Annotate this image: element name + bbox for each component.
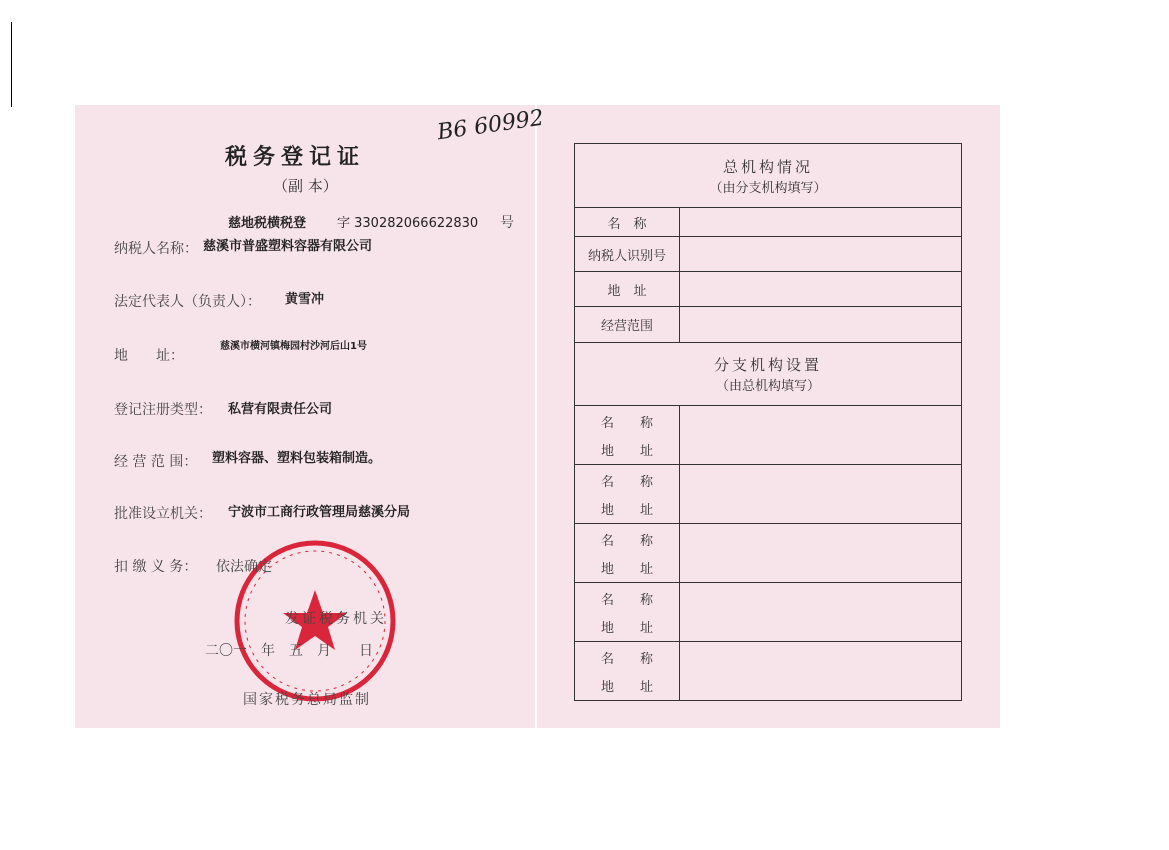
registration-suffix: 号: [500, 215, 514, 231]
branch-address-label: 地 址: [600, 502, 653, 518]
scan-edge-line: [11, 22, 12, 107]
branch-row: [575, 406, 962, 465]
business-scope-value: 塑料容器、塑料包装箱制造。: [212, 451, 382, 466]
branch-title: 分支机构设置: [713, 356, 822, 374]
branch-address-label: 地 址: [600, 561, 653, 577]
address-label: 地 址：: [114, 348, 184, 364]
branch-row: [575, 642, 962, 701]
hq-name-label: 名 称: [575, 208, 680, 237]
branch-value-cell: [680, 465, 962, 524]
hq-name-cell: [680, 208, 962, 237]
registration-prefix: 慈地税横税登: [228, 216, 307, 231]
branch-name-label: 名 称: [600, 474, 653, 490]
reg-type-label: 登记注册类型：: [114, 402, 212, 418]
branch-row: [575, 583, 962, 642]
branch-value-cell: [680, 642, 962, 701]
branch-value-cell: [680, 406, 962, 465]
branch-name-label: 名 称: [600, 533, 653, 549]
legal-rep-value: 黄雪冲: [285, 292, 325, 307]
reg-type-value: 私营有限责任公司: [228, 402, 333, 417]
business-scope-label: 经 营 范 围：: [114, 454, 198, 470]
hq-taxid-cell: [680, 237, 962, 272]
branch-address-label: 地 址: [600, 443, 653, 459]
document-title: 税务登记证: [225, 144, 366, 170]
branch-address-label: 地 址: [600, 679, 653, 695]
withholding-label: 扣 缴 义 务：: [114, 559, 198, 575]
branch-row: [575, 465, 962, 524]
supervised-by: 国家税务总局监制: [243, 692, 371, 708]
branch-section-header: [575, 343, 962, 406]
branch-value-cell: [680, 583, 962, 642]
taxpayer-name-label: 纳税人名称：: [114, 241, 198, 257]
issue-date: 二〇一 年 五 月 日: [205, 643, 373, 659]
address-value: 慈溪市横河镇梅园村沙河后山1号: [220, 341, 367, 352]
hq-section-header: [575, 144, 962, 208]
branch-row: [575, 524, 962, 583]
hq-taxid-label: 纳税人识别号: [575, 237, 680, 272]
handwritten-number: B6 60992: [435, 105, 546, 146]
approval-authority-label: 批准设立机关：: [114, 506, 212, 522]
withholding-value: 依法确定: [216, 559, 272, 575]
hq-address-label: 地 址: [575, 272, 680, 307]
issuing-authority: 发证税务机关: [285, 611, 387, 627]
branch-name-label: 名 称: [600, 415, 653, 431]
approval-authority-value: 宁波市工商行政管理局慈溪分局: [228, 505, 411, 520]
hq-scope-label: 经营范围: [575, 307, 680, 343]
branch-name-label: 名 称: [600, 592, 653, 608]
branch-note: （由总机构填写）: [715, 379, 820, 394]
legal-rep-label: 法定代表人（负责人）：: [114, 294, 261, 310]
hq-title: 总机构情况: [722, 157, 813, 176]
hq-scope-cell: [680, 307, 962, 343]
branch-name-label: 名 称: [600, 651, 653, 667]
document-subtitle: （副 本）: [273, 177, 338, 195]
hq-note: （由分支机构填写）: [709, 180, 827, 196]
branch-address-label: 地 址: [600, 620, 653, 636]
registration-number: 字 330282066622830: [337, 216, 479, 231]
branch-value-cell: [680, 524, 962, 583]
taxpayer-name-value: 慈溪市普盛塑料容器有限公司: [203, 239, 373, 254]
hq-address-cell: [680, 272, 962, 307]
branch-info-table: [574, 143, 962, 701]
